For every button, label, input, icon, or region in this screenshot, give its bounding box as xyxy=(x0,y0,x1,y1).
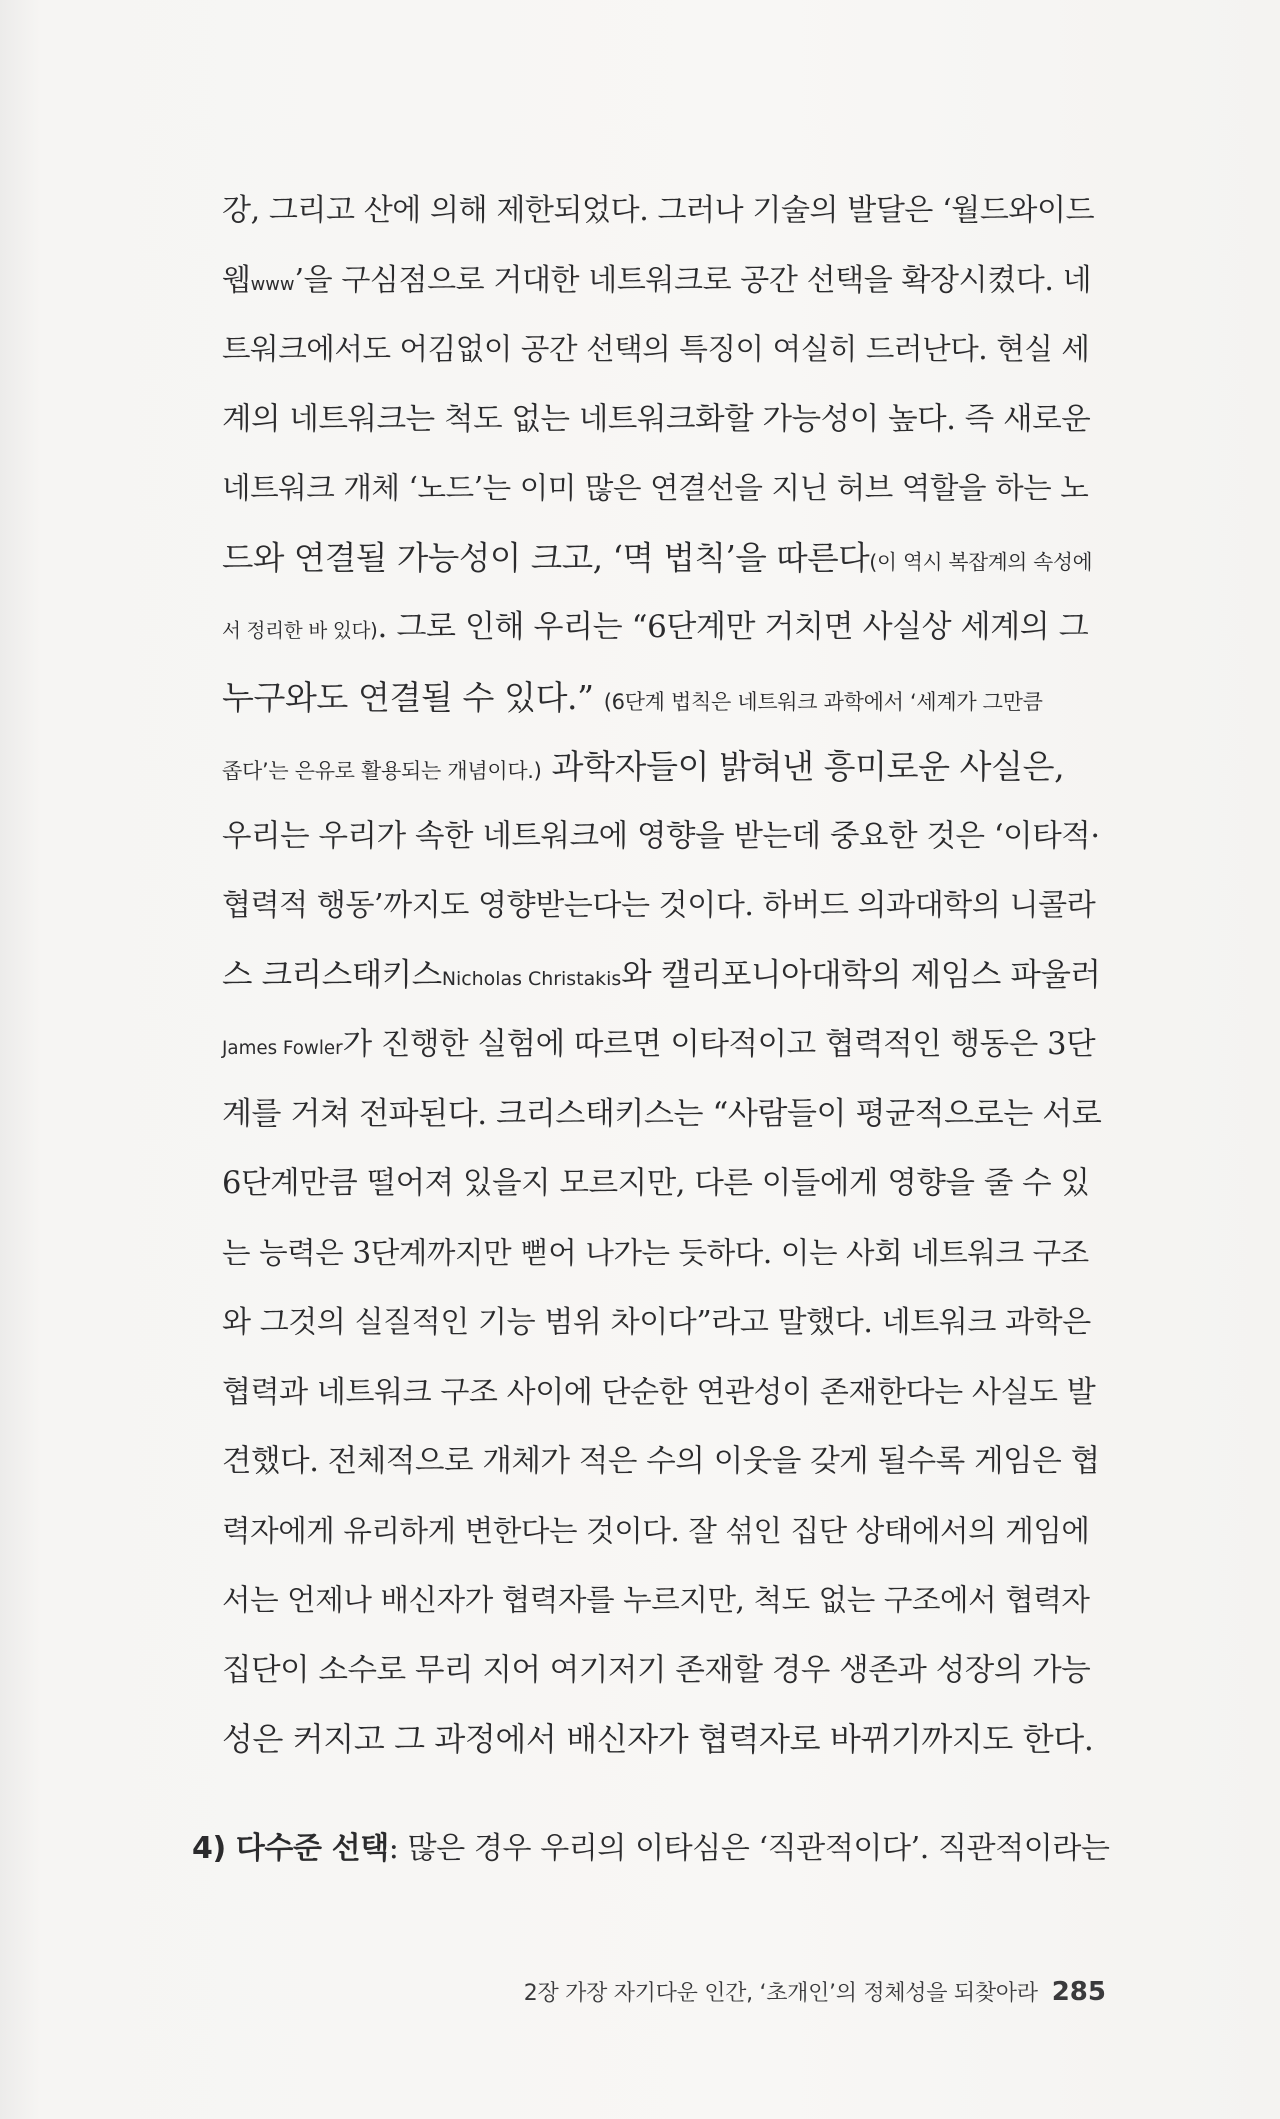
latin-name: Nicholas Christakis xyxy=(441,967,622,990)
text-line xyxy=(222,1219,1102,1289)
text-segment: 트워크에서도 어김없이 공간 선택의 특징이 여실히 드러난다. 현실 세 xyxy=(222,332,1090,366)
text-line xyxy=(222,732,1102,802)
text-segment: 협력적 행동’까지도 영향받는다는 것이다. 하버드 의과대학의 니콜라 xyxy=(222,888,1096,923)
parenthetical-note: (이 역시 복잡계의 속성에 xyxy=(869,549,1093,574)
text-line xyxy=(222,454,1102,524)
text-line xyxy=(222,385,1102,455)
text-segment: 견했다. 전체적으로 개체가 적은 수의 이웃을 갖게 될수록 게임은 협 xyxy=(222,1444,1100,1479)
text-line xyxy=(222,1010,1102,1080)
parenthetical-note: 서 정리한 바 있다) xyxy=(222,619,378,642)
text-line xyxy=(222,1636,1102,1706)
text-line xyxy=(222,1566,1102,1636)
text-segment: 우리는 우리가 속한 네트워크에 영향을 받는데 중요한 것은 ‘이타적· xyxy=(222,818,1100,854)
text-segment: 서는 언제나 배신자가 협력자를 누르지만, 척도 없는 구조에서 협력자 xyxy=(222,1583,1090,1617)
text-segment: 스 크리스태키스 xyxy=(222,956,442,993)
text-segment: 계의 네트워크는 척도 없는 네트워크화할 가능성이 높다. 즉 새로운 xyxy=(222,401,1091,437)
text-line xyxy=(222,871,1102,941)
latin-name: www xyxy=(250,273,295,295)
latin-name: James Fowler xyxy=(222,1038,343,1059)
running-footer-title: 2장 가장 자기다운 인간, ‘초개인’의 정체성을 되찾아라 xyxy=(523,1981,1038,2006)
text-line xyxy=(222,593,1102,663)
text-line xyxy=(222,246,1102,316)
text-segment: 와 그것의 실질적인 기능 범위 차이다”라고 말했다. 네트워크 과학은 xyxy=(222,1305,1091,1340)
text-line xyxy=(222,1427,1102,1497)
text-segment: 강, 그리고 산에 의해 제한되었다. 그러나 기술의 발달은 ‘월드와이드 xyxy=(222,193,1095,228)
text-line xyxy=(222,524,1102,594)
text-segment: 집단이 소수로 무리 지어 여기저기 존재할 경우 생존과 성장의 가능 xyxy=(222,1652,1091,1688)
section-paragraph xyxy=(192,1814,1109,1884)
text-segment: 웹 xyxy=(222,262,251,298)
page-footer xyxy=(524,1972,1106,2012)
text-line xyxy=(222,315,1102,385)
text-segment: 성은 커지고 그 과정에서 배신자가 협력자로 바뀌기까지도 한다. xyxy=(222,1720,1094,1758)
text-line xyxy=(222,1497,1102,1567)
text-segment: 와 캘리포니아대학의 제임스 파울러 xyxy=(621,956,1101,993)
text-segment: ’을 구심점으로 거대한 네트워크로 공간 선택을 확장시켰다. 네 xyxy=(294,262,1092,298)
section-heading: 4) 다수준 선택 xyxy=(192,1831,389,1866)
text-line xyxy=(222,1149,1102,1219)
parenthetical-note: 좁다’는 은유로 활용되는 개념이다.) xyxy=(222,759,542,783)
text-line xyxy=(222,802,1102,872)
text-segment: 계를 거쳐 전파된다. 크리스태키스는 “사람들이 평균적으로는 서로 xyxy=(222,1095,1102,1132)
text-line xyxy=(222,176,1102,246)
section-text: : 많은 경우 우리의 이타심은 ‘직관적이다’. 직관적이라는 xyxy=(388,1831,1110,1866)
text-segment: 가 진행한 실험에 따르면 이타적이고 협력적인 행동은 3단 xyxy=(342,1027,1096,1062)
parenthetical-note: (6단계 법칙은 네트워크 과학에서 ‘세계가 그만큼 xyxy=(603,689,1043,714)
body-text xyxy=(222,176,1102,1775)
text-segment: 누구와도 연결될 수 있다.” xyxy=(222,677,604,717)
text-line xyxy=(222,1288,1102,1358)
text-line xyxy=(222,1705,1102,1775)
text-line xyxy=(222,663,1102,733)
page-number: 285 xyxy=(1051,1977,1106,2007)
text-segment: 6단계만큼 떨어져 있을지 모르지만, 다른 이들에게 영향을 줄 수 있 xyxy=(222,1166,1090,1201)
text-segment: 드와 연결될 가능성이 크고, ‘멱 법칙’을 따른다 xyxy=(222,538,870,577)
text-segment: 력자에게 유리하게 변한다는 것이다. 잘 섞인 집단 상태에서의 게임에 xyxy=(222,1513,1090,1548)
text-segment: 는 능력은 3단계까지만 뻗어 나가는 듯하다. 이는 사회 네트워크 구조 xyxy=(222,1235,1089,1270)
text-segment: 네트워크 개체 ‘노드’는 이미 많은 연결선을 지닌 허브 역할을 하는 노 xyxy=(222,471,1089,505)
text-segment: . 그로 인해 우리는 “6단계만 거치면 사실상 세계의 그 xyxy=(377,609,1089,645)
text-line xyxy=(222,941,1102,1011)
text-segment: 협력과 네트워크 구조 사이에 단순한 연관성이 존재한다는 사실도 발 xyxy=(222,1374,1096,1410)
text-line xyxy=(222,1358,1102,1428)
text-line xyxy=(222,1080,1102,1150)
text-segment: 과학자들이 밝혀낸 흥미로운 사실은, xyxy=(541,747,1065,786)
